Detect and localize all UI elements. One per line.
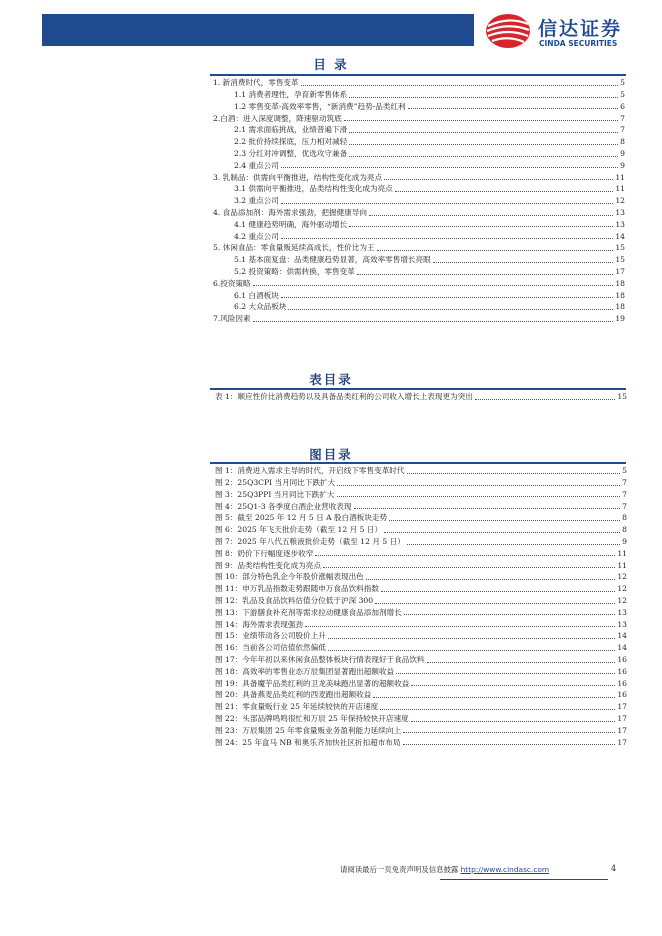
figure-entry[interactable] [215, 688, 627, 700]
toc-entry[interactable] [213, 218, 625, 230]
dot-leader [281, 238, 613, 239]
figure-entry[interactable] [215, 641, 627, 653]
toc-entry[interactable] [213, 277, 625, 289]
figure-entry-text: 图 2：25Q3CPI 当月同比下跌扩大 [215, 478, 336, 488]
toc-entry-page: 13 [615, 219, 625, 229]
dot-leader [396, 673, 615, 674]
figure-entry-page: 17 [617, 737, 627, 747]
figure-entry-text: 图 3：25Q3PPI 当月同比下跌扩大 [215, 489, 335, 499]
figure-entry-page: 13 [617, 619, 627, 629]
toc-entry[interactable] [213, 241, 625, 253]
figure-entry[interactable] [215, 594, 627, 606]
toc-entry-text: 4.1 健康趋势明确，海外驱动增长 [234, 219, 348, 229]
dot-leader [408, 108, 618, 109]
toc-entry[interactable] [213, 265, 625, 277]
toc-entry-page: 12 [615, 196, 625, 206]
dot-leader [384, 532, 620, 533]
toc-entry[interactable] [213, 147, 625, 159]
figure-entry[interactable] [215, 535, 627, 547]
dot-leader [344, 120, 618, 121]
dot-leader [389, 520, 620, 521]
toc-entry-page: 15 [615, 243, 625, 253]
dot-leader [337, 485, 620, 486]
figure-entry-page: 13 [617, 607, 627, 617]
dot-leader [323, 567, 615, 568]
dot-leader [315, 555, 615, 556]
dot-leader [357, 274, 614, 275]
toc-entry-page: 11 [615, 184, 625, 194]
footer-disclaimer [340, 864, 549, 875]
toc-entry-page: 5 [620, 78, 625, 88]
toc-entry-page: 9 [620, 149, 625, 159]
figure-entry-page: 7 [622, 501, 627, 511]
toc-entry[interactable] [213, 170, 625, 182]
table-entry-text: 表 1：顺应性价比消费趋势以及具备品类红利的公司收入增长上表现更为突出 [215, 392, 473, 402]
toc-entry-page: 11 [615, 172, 625, 182]
figure-entry-text: 图 8：奶价下行幅度逐步收窄 [215, 548, 314, 558]
dot-leader [281, 203, 613, 204]
figure-entry[interactable] [215, 606, 627, 618]
toc-entry-text: 6.投资策略 [213, 278, 251, 288]
toc-entry[interactable] [213, 76, 625, 88]
figure-entry-text: 图 23：万辰集团 25 年零食量贩业务盈利能力延续向上 [215, 725, 402, 735]
toc-entry-text: 4. 食品添加剂：海外需求强劲，把握健康导向 [213, 208, 367, 218]
toc-entry-page: 18 [615, 278, 625, 288]
dot-leader [337, 496, 621, 497]
dot-leader [375, 603, 615, 604]
figure-entry-page: 9 [622, 537, 627, 547]
figure-entry-text: 图 14：海外需求表现强劲 [215, 619, 304, 629]
dot-leader [305, 626, 615, 627]
figure-entry-text: 图 12：乳品及食品饮料估值分位低于沪深 300 [215, 596, 374, 606]
toc-entry[interactable] [213, 288, 625, 300]
figure-entry[interactable] [215, 476, 627, 488]
table-entry[interactable] [215, 390, 627, 402]
toc-entry-page: 7 [620, 125, 625, 135]
figure-entry-text: 图 5：截至 2025 年 12 月 5 日 A 股白酒板块走势 [215, 513, 388, 523]
toc-entry[interactable] [213, 159, 625, 171]
figure-entry-page: 17 [617, 702, 627, 712]
figure-entry-page: 16 [617, 666, 627, 676]
toc-entry-text: 5.2 投资策略：供需转换，零售变革 [234, 267, 355, 277]
toc-entry-text: 5. 休闲食品：零食量贩延续高成长，性价比为王 [213, 243, 375, 253]
dot-leader [407, 544, 620, 545]
figure-entry[interactable] [215, 570, 627, 582]
toc-entry-text: 4.2 重点公司 [234, 231, 279, 241]
figure-entry-page: 8 [622, 525, 627, 535]
dot-leader [301, 85, 619, 86]
figure-entry-page: 8 [622, 513, 627, 523]
figure-entry-text: 图 16：当前各公司估值依然偏低 [215, 643, 326, 653]
figure-entry[interactable] [215, 665, 627, 677]
dot-leader [407, 473, 621, 474]
toc-entry-page: 14 [615, 231, 625, 241]
dot-leader [281, 297, 613, 298]
toc-entry-text: 3.1 供需向平衡推进，品类结构性变化成为亮点 [234, 184, 393, 194]
dot-leader [349, 144, 618, 145]
figure-entry-text: 图 19：具备魔芋品类红利的卫龙美味跑出显著的超额收益 [215, 678, 410, 688]
toc-entry[interactable] [213, 253, 625, 265]
figure-entry-page: 12 [617, 584, 627, 594]
dot-leader [403, 744, 616, 745]
dot-leader [366, 579, 616, 580]
toc-entry[interactable] [213, 182, 625, 194]
dot-leader [380, 709, 615, 710]
toc-entry[interactable] [213, 123, 625, 135]
dot-leader [281, 167, 618, 168]
toc-entry-text: 3.2 重点公司 [234, 196, 279, 206]
table-list [215, 390, 627, 402]
toc-entry-text: 6.2 大众品板块 [234, 302, 287, 312]
logo-name-en: CINDA SECURITIES [539, 39, 618, 48]
figure-entry-text: 图 21：零食量贩行业 25 年延续较快的开店速度 [215, 702, 379, 712]
toc-entry-text: 2.1 需求面临挑战，业绩普遍下滑 [234, 125, 348, 135]
figure-entry-page: 16 [617, 655, 627, 665]
figure-entry-page: 14 [617, 643, 627, 653]
toc-list [213, 76, 625, 324]
toc-entry[interactable] [213, 229, 625, 241]
figure-entry-text: 图 24：25 年盒马 NB 和奥乐齐加快社区折扣超市布局 [215, 737, 401, 747]
toc-entry-page: 13 [615, 208, 625, 218]
toc-entry-text: 2.白酒：进入深度调整，降速驱动筑底 [213, 113, 342, 123]
figure-entry-text: 图 15：业绩带动各公司股价上升 [215, 631, 326, 641]
toc-entry-text: 2.3 分红对冲调整，优选攻守兼备 [234, 149, 348, 159]
dot-leader [411, 685, 615, 686]
dot-leader [427, 662, 616, 663]
dot-leader [433, 262, 614, 263]
toc-entry-text: 5.1 基本面复盘：品类健康趋势显著，高效率零售增长亮眼 [234, 255, 431, 265]
dot-leader [253, 285, 614, 286]
toc-entry[interactable] [213, 194, 625, 206]
dot-leader [395, 191, 614, 192]
toc-entry[interactable] [213, 100, 625, 112]
figure-entry-page: 11 [617, 548, 627, 558]
toc-entry[interactable] [213, 300, 625, 312]
figure-entry[interactable] [215, 499, 627, 511]
dot-leader [403, 732, 615, 733]
logo-name-cn: 信达证券 [538, 18, 623, 40]
toc-entry-page: 19 [615, 314, 625, 324]
toc-entry-text: 1.2 零售变革-高效率零售，“新消费”趋势-品类红利 [234, 101, 406, 111]
figure-entry-text: 图 10：部分特色乳企今年股价涨幅表现出色 [215, 572, 364, 582]
dot-leader [349, 132, 618, 133]
figure-entry-text: 图 6：2025 年飞天批价走势（截至 12 月 5 日） [215, 525, 383, 535]
figure-entry[interactable] [215, 712, 627, 724]
figure-entry-page: 16 [617, 678, 627, 688]
toc-entry-text: 1.1 消费者理性，孕育新零售体系 [234, 90, 348, 100]
toc-entry[interactable] [213, 206, 625, 218]
figure-entry-text: 图 1：消费进入需求主导的时代，开启线下零售变革时代 [215, 466, 405, 476]
figure-entry-page: 14 [617, 631, 627, 641]
figure-entry-text: 图 9：品类结构性变化成为亮点 [215, 560, 321, 570]
toc-entry-page: 9 [620, 160, 625, 170]
toc-entry-page: 6 [620, 101, 625, 111]
toc-entry-page: 18 [615, 302, 625, 312]
figure-entry-page: 11 [617, 560, 627, 570]
figure-entry[interactable] [215, 629, 627, 641]
footer-disclaimer-text: 请阅读最后一页免责声明及信息披露 [340, 865, 461, 874]
figure-entry[interactable] [215, 653, 627, 665]
header-band [42, 14, 474, 46]
toc-entry-page: 5 [620, 90, 625, 100]
figure-entry-text: 图 4：25Q1-3 各季度白酒企业营收表现 [215, 501, 352, 511]
toc-entry[interactable] [213, 88, 625, 100]
figure-entry-text: 图 18：高效率的零售业态万辰集团显著跑出超额收益 [215, 666, 395, 676]
figure-entry-text: 图 11：申万乳品指数走势跟随申万食品饮料指数 [215, 584, 379, 594]
table-list-title: 表目录 [309, 372, 353, 387]
cinda-logo-icon [484, 12, 532, 50]
toc-entry-page: 18 [615, 290, 625, 300]
toc-entry[interactable] [213, 135, 625, 147]
figure-entry[interactable] [215, 582, 627, 594]
figure-entry[interactable] [215, 523, 627, 535]
figure-entry-page: 7 [622, 478, 627, 488]
figure-entry[interactable] [215, 700, 627, 712]
toc-entry-text: 6.1 白酒板块 [234, 290, 279, 300]
figure-entry[interactable] [215, 617, 627, 629]
figure-entry-text: 图 7：2025 年八代五粮液批价走势（截至 12 月 5 日） [215, 537, 405, 547]
dot-leader [377, 250, 614, 251]
dot-leader [349, 226, 613, 227]
figure-entry-text: 图 17：今年年初以来休闲食品整体板块行情表现好于食品饮料 [215, 655, 425, 665]
figure-entry-page: 5 [622, 466, 627, 476]
figure-entry-page: 17 [617, 714, 627, 724]
dot-leader [354, 508, 621, 509]
dot-leader [411, 721, 616, 722]
dot-leader [328, 650, 616, 651]
toc-title: 目 录 [313, 57, 349, 72]
figure-entry-page: 7 [622, 489, 627, 499]
toc-entry-page: 8 [620, 137, 625, 147]
toc-entry-page: 17 [615, 267, 625, 277]
table-entry-page: 15 [617, 392, 627, 402]
figure-list-title: 图目录 [309, 447, 353, 462]
dot-leader [328, 638, 616, 639]
figure-entry-page: 12 [617, 596, 627, 606]
dot-leader [404, 614, 616, 615]
dot-leader [288, 309, 613, 310]
figure-entry[interactable] [215, 558, 627, 570]
figure-entry[interactable] [215, 464, 627, 476]
toc-entry-text: 2.4 重点公司 [234, 160, 279, 170]
figure-entry[interactable] [215, 735, 627, 747]
figure-list [215, 464, 627, 747]
toc-entry-text: 1. 新消费时代，零售变革 [213, 78, 299, 88]
toc-entry-text: 7.风险因素 [213, 314, 251, 324]
figure-entry-page: 16 [617, 690, 627, 700]
dot-leader [253, 321, 614, 322]
figure-entry[interactable] [215, 488, 627, 500]
dot-leader [369, 215, 613, 216]
toc-entry-text: 2.2 批价持续探底，压力相对减轻 [234, 137, 348, 147]
toc-entry-page: 15 [615, 255, 625, 265]
figure-entry-text: 图 22：头部品牌鸣鸣很忙和万辰 25 年保持较快开店速度 [215, 714, 409, 724]
company-logo [484, 12, 644, 52]
dot-leader [381, 591, 615, 592]
page-number: 4 [611, 864, 617, 873]
figure-entry-text: 图 20：具备燕麦品类红利的西麦跑出超额收益 [215, 690, 372, 700]
toc-entry-text: 3. 乳制品：供需向平衡推进，结构性变化成为亮点 [213, 172, 383, 182]
toc-entry-page: 7 [620, 113, 625, 123]
figure-entry-page: 12 [617, 572, 627, 582]
dot-leader [349, 97, 618, 98]
figure-entry[interactable] [215, 676, 627, 688]
toc-entry[interactable] [213, 111, 625, 123]
figure-entry[interactable] [215, 511, 627, 523]
dot-leader [349, 156, 618, 157]
footer-url-link[interactable]: http://www.cindasc.com [460, 865, 550, 874]
footer-rule [440, 879, 608, 880]
toc-entry[interactable] [213, 312, 625, 324]
figure-entry[interactable] [215, 724, 627, 736]
dot-leader [373, 697, 615, 698]
figure-entry[interactable] [215, 547, 627, 559]
figure-entry-text: 图 13：下游膳食补充剂等需求拉动健康食品添加剂增长 [215, 607, 402, 617]
dot-leader [475, 399, 615, 400]
figure-entry-page: 17 [617, 725, 627, 735]
dot-leader [384, 179, 613, 180]
